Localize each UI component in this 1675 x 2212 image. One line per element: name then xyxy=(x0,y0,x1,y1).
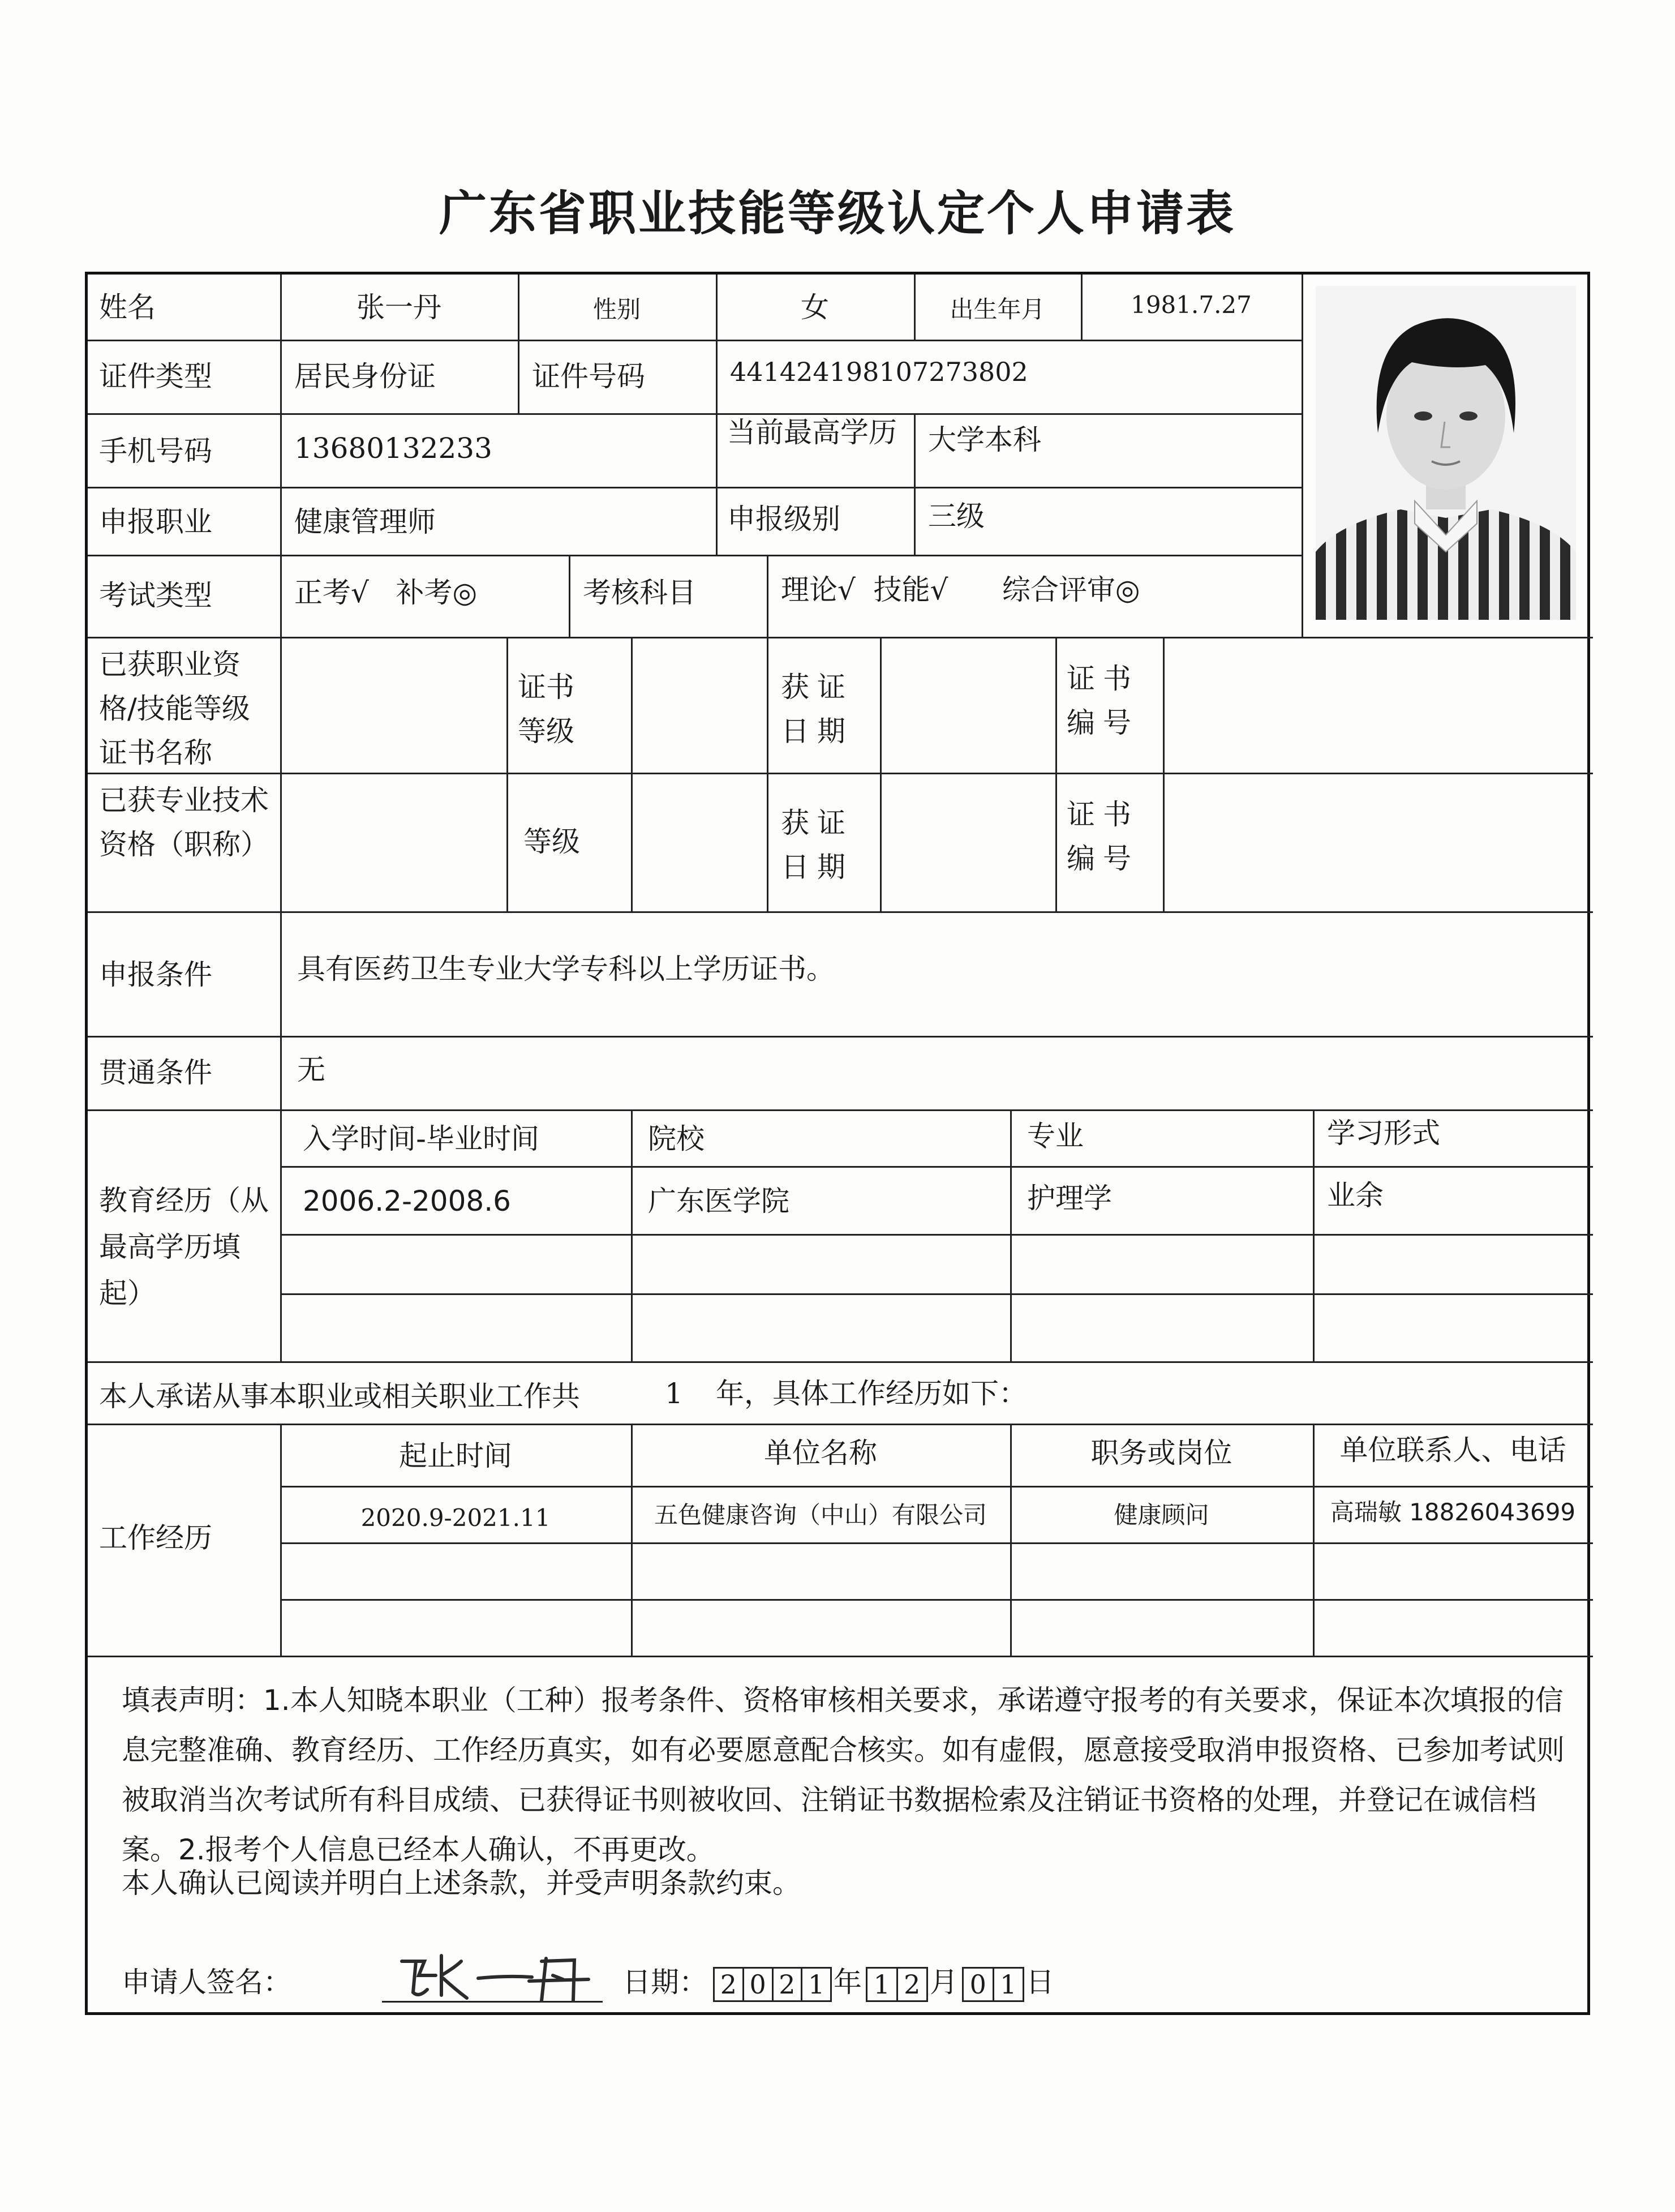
year-box xyxy=(713,1967,832,2002)
work-promise-prefix: 本人承诺从事本职业或相关职业工作共 xyxy=(99,1380,580,1413)
gender-value: 女 xyxy=(801,291,829,324)
month-unit: 月 xyxy=(930,1966,958,1999)
work-header-period: 起止时间 xyxy=(399,1439,512,1472)
month-box xyxy=(866,1967,928,2002)
date-label: 日期： xyxy=(622,1966,707,1999)
work-years-value: 1 xyxy=(665,1377,683,1410)
birth-value: 1981.7.27 xyxy=(1131,291,1252,319)
apply-condition-label: 申报条件 xyxy=(99,958,212,991)
work-row-period: 2020.9-2021.11 xyxy=(360,1504,551,1532)
day-digit: 1 xyxy=(1000,1969,1017,2000)
through-condition-value: 无 xyxy=(297,1053,325,1086)
edu-row-period: 2006.2-2008.6 xyxy=(303,1185,511,1218)
work-header-company: 单位名称 xyxy=(764,1437,877,1469)
subject-label: 考核科目 xyxy=(583,576,696,609)
edu-row-major: 护理学 xyxy=(1027,1182,1112,1215)
form-title: 广东省职业技能等级认定个人申请表 xyxy=(439,185,1236,241)
exam-type-value: 正考√ 补考◎ xyxy=(294,576,478,609)
exam-type-label: 考试类型 xyxy=(99,579,212,612)
cert-date-label: 获证日期 xyxy=(781,671,853,748)
day-unit: 日 xyxy=(1026,1966,1054,1999)
day-box xyxy=(962,1967,1024,2002)
edu-header-period: 入学时间-毕业时间 xyxy=(303,1122,540,1155)
cert-no-label: 证书编号 xyxy=(1067,662,1139,739)
level-value: 三级 xyxy=(928,500,985,533)
edu-row-school: 广东医学院 xyxy=(648,1185,789,1218)
work-header-contact: 单位联系人、电话 xyxy=(1339,1434,1566,1467)
phone-label: 手机号码 xyxy=(99,435,212,468)
work-row-contact: 高瑞敏 18826043699 xyxy=(1330,1498,1576,1526)
through-condition-label: 贯通条件 xyxy=(99,1056,212,1089)
edu-header-major: 专业 xyxy=(1027,1120,1084,1152)
tech-no-label: 证书编号 xyxy=(1067,798,1139,875)
gender-label: 性别 xyxy=(592,295,641,323)
month-digit: 2 xyxy=(904,1969,921,2000)
applicant-signature xyxy=(393,1944,597,2007)
edu-header-school: 院校 xyxy=(648,1122,705,1155)
year-digit: 2 xyxy=(715,1969,744,2000)
subject-value: 理论√ 技能√ 综合评审◎ xyxy=(781,573,1140,606)
applicant-photo xyxy=(1316,286,1576,620)
confirmation-text: 本人确认已阅读并明白上述条款，并受声明条款约束。 xyxy=(122,1867,801,1900)
edu-label: 当前最高学历 xyxy=(727,416,897,449)
edu-header-mode: 学习形式 xyxy=(1327,1117,1440,1150)
tech-level-label: 等级 xyxy=(523,825,580,858)
year-digit: 1 xyxy=(808,1969,825,2000)
job-value: 健康管理师 xyxy=(294,505,436,538)
id-type-value: 居民身份证 xyxy=(294,360,436,393)
application-form xyxy=(85,272,1590,2015)
cert-name-label: 已获职业资格/技能等级证书名称 xyxy=(99,648,250,769)
work-experience-label: 工作经历 xyxy=(99,1521,212,1554)
year-digit: 2 xyxy=(774,1969,803,2000)
year-digit: 0 xyxy=(744,1969,774,2000)
id-type-label: 证件类型 xyxy=(99,360,212,393)
level-label: 申报级别 xyxy=(727,503,840,535)
tech-date-label: 获证日期 xyxy=(781,807,853,884)
birth-label: 出生年月 xyxy=(950,295,1045,323)
phone-value: 13680132233 xyxy=(294,432,492,465)
id-no-value: 441424198107273802 xyxy=(730,357,1028,387)
cert-level-label: 证书等级 xyxy=(518,671,574,748)
education-label: 教育经历（从最高学历填起） xyxy=(99,1184,269,1310)
edu-row-mode: 业余 xyxy=(1327,1179,1384,1212)
id-no-label: 证件号码 xyxy=(532,360,645,393)
year-unit: 年 xyxy=(834,1966,862,1999)
work-promise-suffix: 年，具体工作经历如下： xyxy=(716,1377,1027,1410)
name-value: 张一丹 xyxy=(357,291,441,324)
apply-condition-value: 具有医药卫生专业大学专科以上学历证书。 xyxy=(297,953,835,985)
month-digit: 1 xyxy=(867,1969,898,2000)
tech-qual-label: 已获专业技术资格（职称） xyxy=(99,784,269,861)
work-row-company: 五色健康咨询（中山）有限公司 xyxy=(654,1501,987,1529)
edu-value: 大学本科 xyxy=(928,423,1041,456)
work-row-position: 健康顾问 xyxy=(1114,1501,1209,1529)
name-label: 姓名 xyxy=(99,291,156,324)
job-label: 申报职业 xyxy=(99,505,212,538)
signature-label: 申请人签名： xyxy=(122,1966,291,1999)
work-header-position: 职务或岗位 xyxy=(1090,1437,1232,1469)
declaration-text: 填表声明：1.本人知晓本职业（工种）报考条件、资格审核相关要求，承诺遵守报考的有关要求，保证本次填报的信息完整准确、教育经历、工作经历真实，如有必要愿意配合核实。如有虚假，愿意接受取消申报资格、已参加考试则被取消当次考试所有科目成绩、已获得证书则被收回、注销证书数据检索及注销证书资格的处理，并登记在诚信档案。2.报考个人信息已经本人确认，不再更改。 xyxy=(122,1684,1565,1866)
day-digit: 0 xyxy=(964,1969,994,2000)
